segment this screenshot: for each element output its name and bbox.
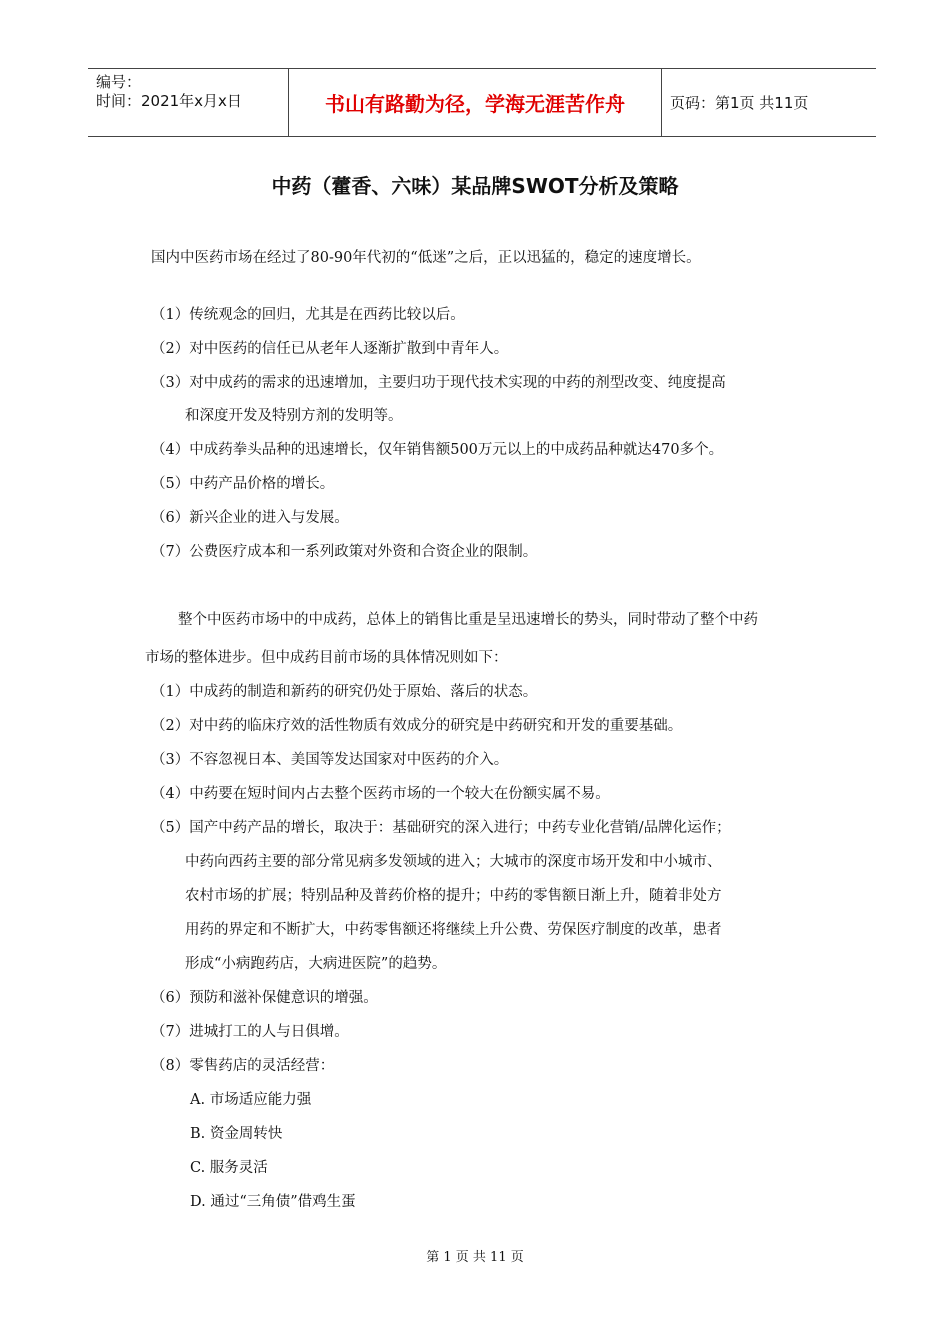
list2-item: （8）零售药店的灵活经营： bbox=[151, 1058, 335, 1074]
sublist-item: A. 市场适应能力强 bbox=[190, 1092, 312, 1108]
header-meta-cell bbox=[88, 69, 288, 136]
document-title: 中药（藿香、六味）某品牌SWOT分析及策略 bbox=[271, 174, 679, 198]
list2-item-continuation: 形成“小病跑药店，大病进医院”的趋势。 bbox=[185, 956, 447, 972]
sublist-item: B. 资金周转快 bbox=[190, 1126, 283, 1142]
list2-item: （7）进城打工的人与日俱增。 bbox=[151, 1024, 349, 1040]
list2-item: （5）国产中药产品的增长，取决于：基础研究的深入进行；中药专业化营销/品牌化运作； bbox=[151, 820, 731, 836]
list2-item-continuation: 用药的界定和不断扩大，中药零售额还将继续上升公费、劳保医疗制度的改革，患者 bbox=[185, 922, 722, 938]
list2-item-continuation: 中药向西药主要的部分常见病多发领域的进入；大城市的深度市场开发和中小城市、 bbox=[185, 854, 722, 870]
list2-item: （4）中药要在短时间内占去整个医药市场的一个较大在份额实属不易。 bbox=[151, 786, 610, 802]
list1-item: （5）中药产品价格的增长。 bbox=[151, 476, 335, 492]
page-footer: 第 1 页 共 11 页 bbox=[426, 1250, 524, 1265]
number-label: 编号： bbox=[96, 73, 142, 91]
list2-item: （3）不容忽视日本、美国等发达国家对中医药的介入。 bbox=[151, 752, 509, 768]
list1-item: （4）中成药拳头品种的迅速增长，仅年销售额500万元以上的中成药品种就达470多个。 bbox=[151, 442, 724, 458]
list2-item-continuation: 农村市场的扩展；特别品种及普药价格的提升；中药的零售额日渐上升，随着非处方 bbox=[185, 888, 722, 904]
header-table bbox=[88, 68, 876, 137]
list1-item-continuation: 和深度开发及特别方剂的发明等。 bbox=[185, 408, 403, 424]
list2-item: （2）对中药的临床疗效的活性物质有效成分的研究是中药研究和开发的重要基础。 bbox=[151, 718, 683, 734]
sublist-item: C. 服务灵活 bbox=[190, 1160, 268, 1176]
list2-item: （6）预防和滋补保健意识的增强。 bbox=[151, 990, 378, 1006]
list1-item: （1）传统观念的回归，尤其是在西药比较以后。 bbox=[151, 307, 465, 323]
time-label: 时间：2021年x月x日 bbox=[96, 92, 242, 110]
sublist-item: D. 通过“三角债”借鸡生蛋 bbox=[190, 1194, 356, 1210]
intro-paragraph: 国内中医药市场在经过了80-90年代初的“低迷”之后，正以迅猛的，稳定的速度增长。 bbox=[151, 250, 701, 266]
list1-item: （6）新兴企业的进入与发展。 bbox=[151, 510, 349, 526]
paragraph-line: 整个中医药市场中的中成药，总体上的销售比重是呈迅速增长的势头，同时带动了整个中药 bbox=[178, 612, 758, 628]
page-info: 页码：第1页 共11页 bbox=[670, 94, 809, 112]
paragraph-line: 市场的整体进步。但中成药目前市场的具体情况则如下： bbox=[145, 650, 508, 666]
motto: 书山有路勤为径，学海无涯苦作舟 bbox=[288, 69, 662, 136]
list1-item: （2）对中医药的信任已从老年人逐渐扩散到中青年人。 bbox=[151, 341, 509, 357]
list1-item: （3）对中成药的需求的迅速增加，主要归功于现代技术实现的中药的剂型改变、纯度提高 bbox=[151, 375, 726, 391]
list2-item: （1）中成药的制造和新药的研究仍处于原始、落后的状态。 bbox=[151, 684, 538, 700]
list1-item: （7）公费医疗成本和一系列政策对外资和合资企业的限制。 bbox=[151, 544, 538, 560]
